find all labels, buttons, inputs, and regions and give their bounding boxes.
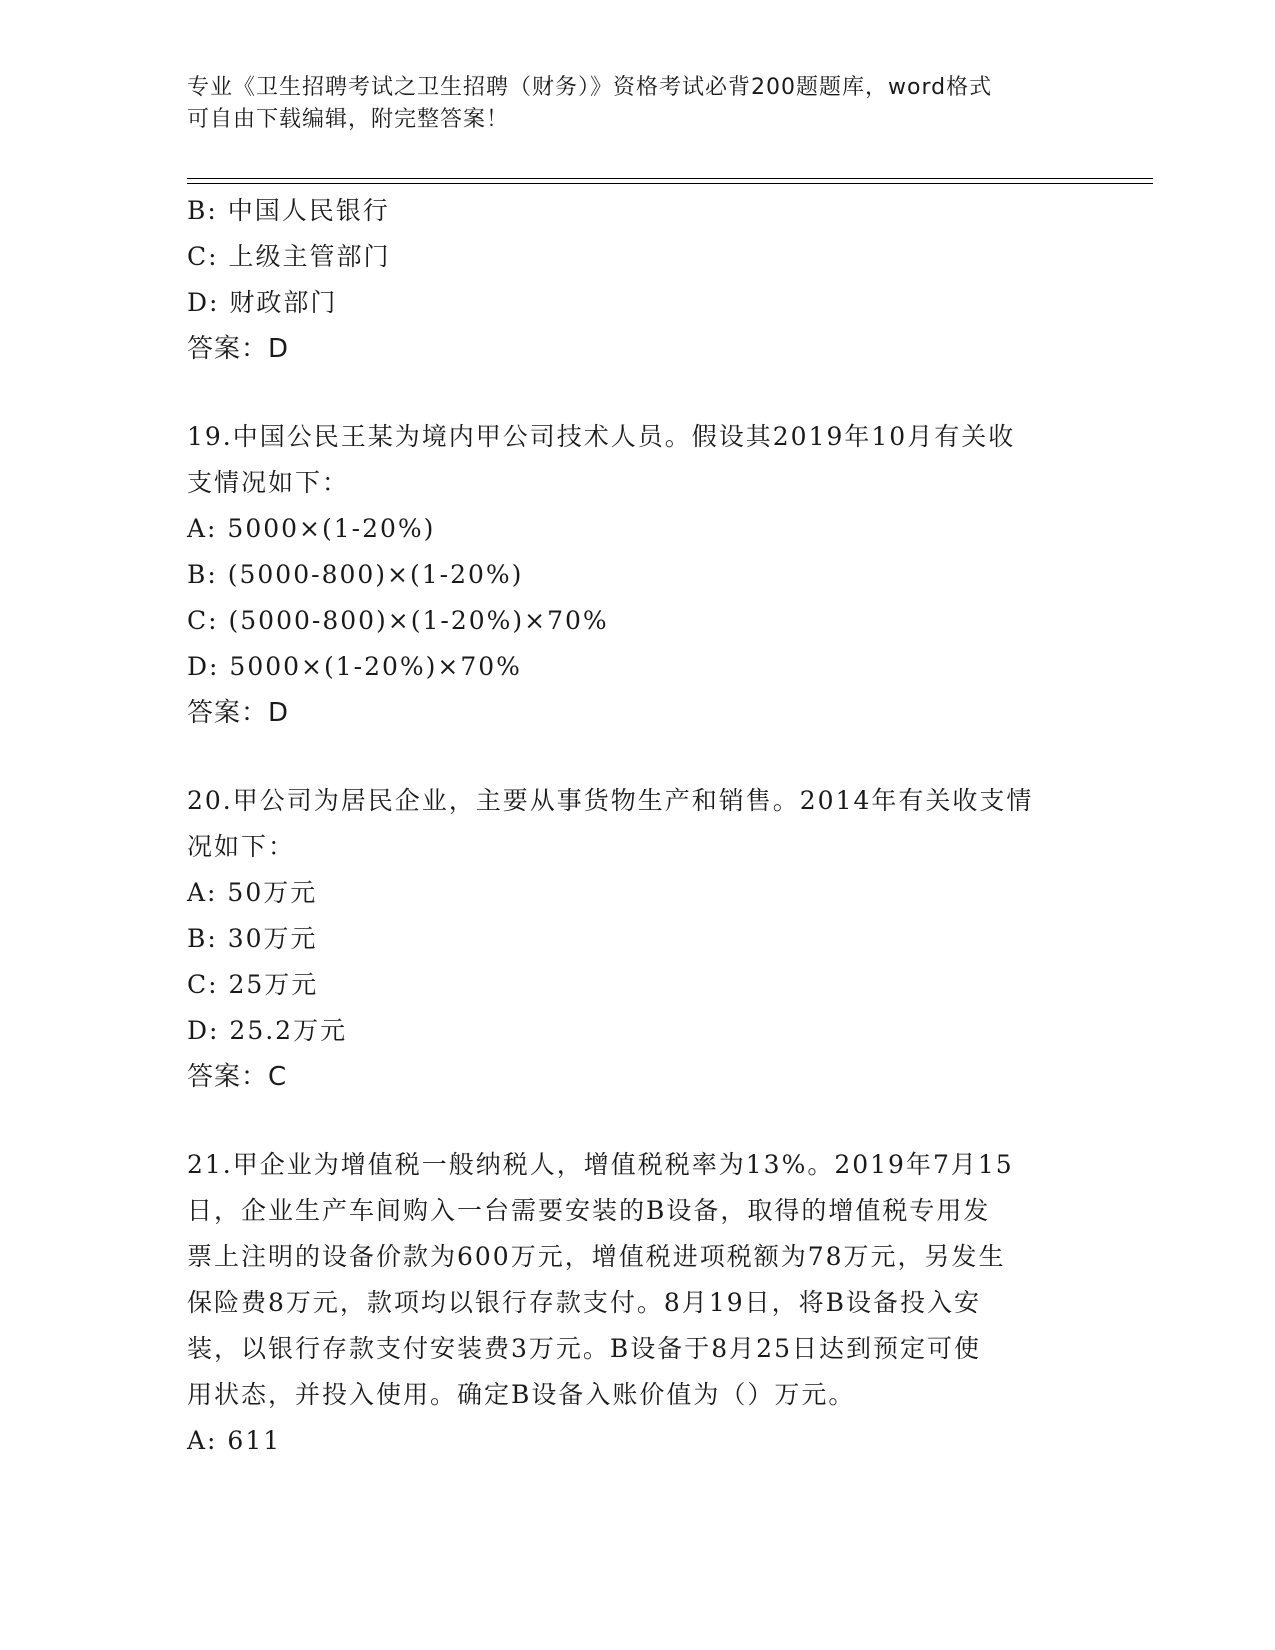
option-a: A: 50万元 xyxy=(187,878,318,907)
header-title-line-2: 可自由下载编辑，附完整答案！ xyxy=(187,107,510,132)
question-stem-line: 日，企业生产车间购入一台需要安装的B设备，取得的增值税专用发 xyxy=(187,1196,991,1225)
option-c: C: (5000-800)×(1-20%)×70% xyxy=(187,606,609,635)
option-a: A: 5000×(1-20%) xyxy=(187,514,436,543)
question-stem-line: 用状态，并投入使用。确定B设备入账价值为（）万元。 xyxy=(187,1380,856,1409)
question-19 xyxy=(187,414,1087,736)
question-18 xyxy=(187,188,1087,372)
question-stem-line: 况如下： xyxy=(187,832,296,861)
question-stem-line: 装，以银行存款支付安装费3万元。B设备于8月25日达到预定可使 xyxy=(187,1334,981,1363)
answer: 答案：D xyxy=(187,698,290,728)
option-d: D: 25.2万元 xyxy=(187,1016,348,1045)
question-stem-line: 20.甲公司为居民企业，主要从事货物生产和销售。2014年有关收支情 xyxy=(187,786,1034,815)
spacer xyxy=(187,372,1087,414)
question-stem-line: 保险费8万元，款项均以银行存款支付。8月19日，将B设备投入安 xyxy=(187,1288,981,1317)
question-stem-line: 票上注明的设备价款为600万元，增值税进项税额为78万元，另发生 xyxy=(187,1242,1006,1271)
option-d: D: 财政部门 xyxy=(187,288,338,317)
question-20 xyxy=(187,778,1087,1100)
option-b: B: (5000-800)×(1-20%) xyxy=(187,560,524,589)
option-b: B: 30万元 xyxy=(187,924,318,953)
spacer xyxy=(187,736,1087,778)
question-list xyxy=(187,188,1087,1464)
question-stem-line: 19.中国公民王某为境内甲公司技术人员。假设其2019年10月有关收 xyxy=(187,422,1016,451)
option-a: A: 611 xyxy=(187,1426,282,1455)
option-b: B: 中国人民银行 xyxy=(187,196,390,225)
question-stem-line: 21.甲企业为增值税一般纳税人，增值税税率为13%。2019年7月15 xyxy=(187,1150,1014,1179)
header-divider-top xyxy=(187,178,1153,179)
question-stem-line: 支情况如下： xyxy=(187,468,350,497)
header-title-line-1: 专业《卫生招聘考试之卫生招聘（财务）》资格考试必背200题题库，word格式 xyxy=(187,75,993,100)
option-d: D: 5000×(1-20%)×70% xyxy=(187,652,522,681)
question-21 xyxy=(187,1142,1087,1464)
option-c: C: 上级主管部门 xyxy=(187,242,391,271)
answer: 答案：D xyxy=(187,334,290,364)
option-c: C: 25万元 xyxy=(187,970,319,999)
answer: 答案：C xyxy=(187,1062,288,1092)
spacer xyxy=(187,1100,1087,1142)
header-divider-bottom xyxy=(187,183,1153,184)
document-header xyxy=(187,72,1067,136)
